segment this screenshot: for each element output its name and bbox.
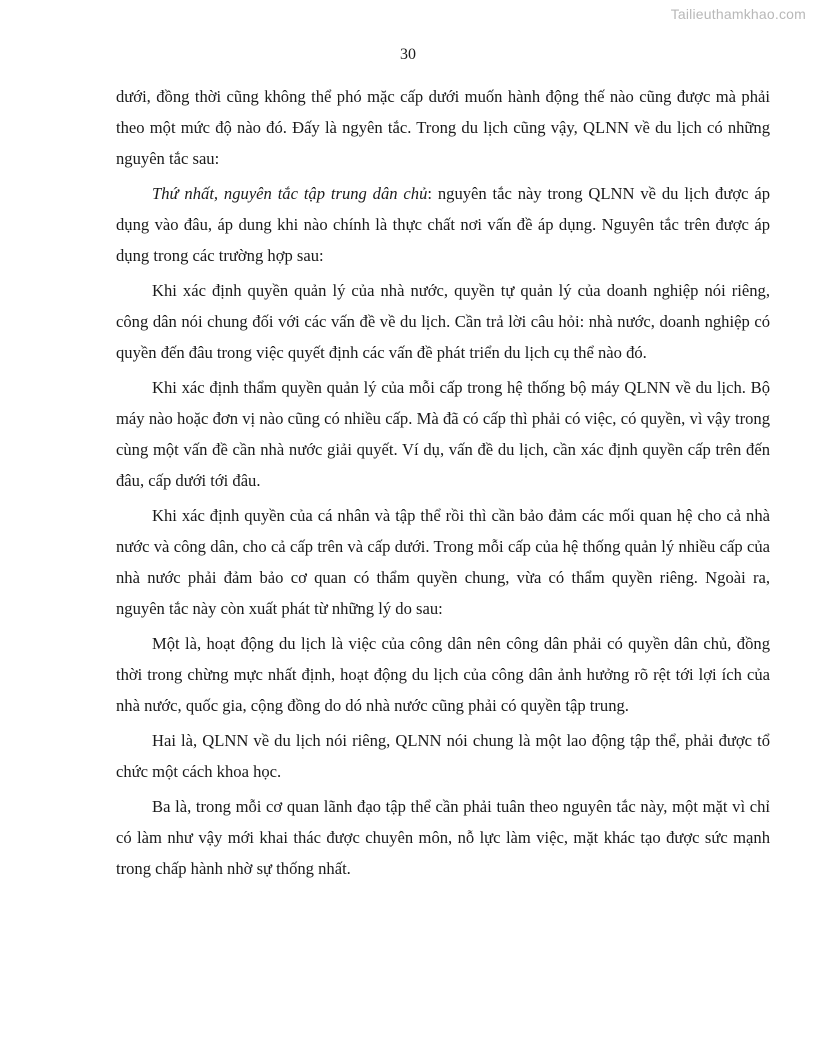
page-body [116,81,770,888]
paragraph-level-authority: Khi xác định thẩm quyền quản lý của mỗi cấp trong hệ thống bộ máy QLNN về du lịch. Bộ máy nào hoặc đơn vị nào cũng có nhiều cấp. Mà đã có cấp thì phải có việc, có quyền, vì vậy trong cùng một vấn đề cần nhà nước giải quyết. Ví dụ, vấn đề du lịch, cần xác định quyền cấp trên đến đâu, cấp dưới tới đâu. [116,378,770,490]
paragraph-individual-collective: Khi xác định quyền của cá nhân và tập thể rồi thì cần bảo đảm các mối quan hệ cho cả nhà nước và công dân, cho cả cấp trên và cấp dưới. Trong mỗi cấp của hệ thống quản lý nhiều cấp của nhà nước phải đảm bảo cơ quan có thẩm quyền chung, vừa có thẩm quyền riêng. Ngoài ra, nguyên tắc này còn xuất phát từ những lý do sau: [116,506,770,618]
paragraph-continuation: dưới, đồng thời cũng không thể phó mặc cấp dưới muốn hành động thế nào cũng được mà phải theo một mức độ nào đó. Đấy là ngyên tắc. Trong du lịch cũng vậy, QLNN về du lịch có những nguyên tắc sau: [116,87,770,168]
paragraph-principle-intro [116,178,770,271]
principle-heading: Thứ nhất, nguyên tắc tập trung dân chủ [152,184,428,203]
paragraph-reason-three: Ba là, trong mỗi cơ quan lãnh đạo tập thể cần phải tuân theo nguyên tắc này, một mặt vì chỉ có làm như vậy mới khai thác được chuyên môn, nỗ lực làm việc, mặt khác tạo được sức mạnh trong chấp hành nhờ sự thống nhất. [116,797,770,878]
page-number: 30 [400,46,416,63]
paragraph-reason-one: Một là, hoạt động du lịch là việc của công dân nên công dân phải có quyền dân chủ, đồng thời trong chừng mực nhất định, hoạt động du lịch của công dân ảnh hưởng rõ rệt tới lợi ích của nhà nước, quốc gia, cộng đồng do dó nhà nước cũng phải có quyền tập trung. [116,634,770,715]
principle-text: : nguyên tắc này trong QLNN về du lịch được áp dụng vào đâu, áp dung khi nào chính là thực chất nơi vấn đề áp dụng. Nguyên tắc trên được áp dụng trong các trường hợp sau: [116,184,771,265]
watermark: Tailieuthamkhao.com [670,6,806,22]
paragraph-state-authority: Khi xác định quyền quản lý của nhà nước, quyền tự quản lý của doanh nghiệp nói riêng, công dân nói chung đối với các vấn đề về du lịch. Cần trả lời câu hỏi: nhà nước, doanh nghiệp có quyền đến đâu trong việc quyết định các vấn đề phát triển du lịch cụ thể nào đó. [116,281,770,362]
paragraph-reason-two: Hai là, QLNN về du lịch nói riêng, QLNN nói chung là một lao động tập thể, phải được tổ chức một cách khoa học. [116,731,770,781]
